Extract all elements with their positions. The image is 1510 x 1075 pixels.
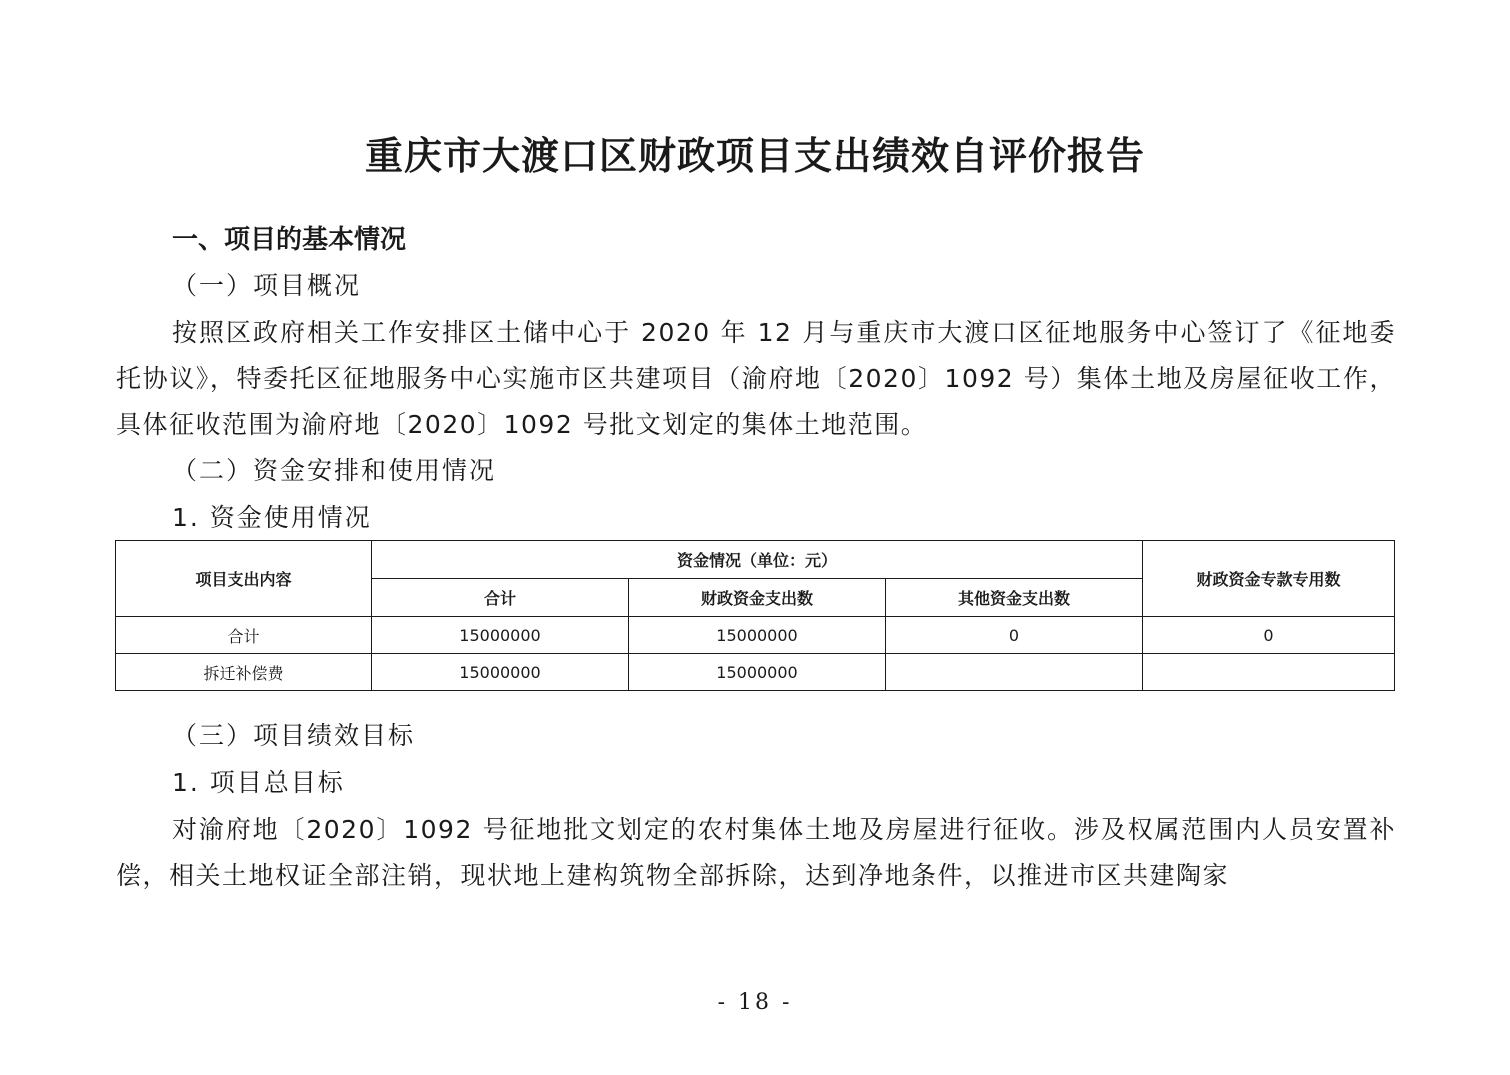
header-total: 合计: [372, 579, 629, 617]
header-other: 其他资金支出数: [886, 579, 1143, 617]
header-item: 项目支出内容: [116, 541, 372, 617]
page-number: - 18 -: [717, 990, 793, 1015]
goal-paragraph: 对渝府地〔2020〕1092 号征地批文划定的农村集体土地及房屋进行征收。涉及权属范围内人员安置补偿，相关土地权证全部注销，现状地上建构筑物全部拆除，达到净地条件，以推进市区共建陶家: [116, 815, 1396, 890]
cell-other: 0: [886, 617, 1143, 654]
cell-total: 15000000: [372, 654, 629, 691]
header-fiscal: 财政资金支出数: [629, 579, 886, 617]
header-fund-group: 资金情况（单位：元）: [372, 541, 1143, 579]
section-heading-basic-info: 一、项目的基本情况: [172, 225, 407, 255]
item-overall-goal: 1. 项目总目标: [172, 768, 345, 797]
cell-fiscal: 15000000: [629, 654, 886, 691]
subsection-performance-goals: （三）项目绩效目标: [172, 721, 416, 750]
overview-paragraph: 按照区政府相关工作安排区土储中心于 2020 年 12 月与重庆市大渡口区征地服务中心签订了《征地委托协议》，特委托区征地服务中心实施市区共建项目（渝府地〔2020〕1092 号）集体土地及房屋征收工作，具体征收范围为渝府地〔2020〕1092 号批文划定的集体土地范围。: [116, 318, 1396, 439]
table-row: [116, 617, 1395, 654]
subsection-funding: （二）资金安排和使用情况: [172, 456, 497, 485]
cell-special: [1143, 654, 1395, 691]
cell-fiscal: 15000000: [629, 617, 886, 654]
item-fund-usage: 1. 资金使用情况: [172, 503, 372, 532]
cell-item: 合计: [116, 617, 372, 654]
cell-item: 拆迁补偿费: [116, 654, 372, 691]
report-title: 重庆市大渡口区财政项目支出绩效自评价报告: [364, 133, 1145, 178]
fund-usage-table: [115, 540, 1395, 691]
cell-special: 0: [1143, 617, 1395, 654]
cell-total: 15000000: [372, 617, 629, 654]
subsection-overview: （一）项目概况: [172, 271, 362, 300]
table-row: [116, 654, 1395, 691]
cell-other: [886, 654, 1143, 691]
header-special: 财政资金专款专用数: [1143, 541, 1395, 617]
